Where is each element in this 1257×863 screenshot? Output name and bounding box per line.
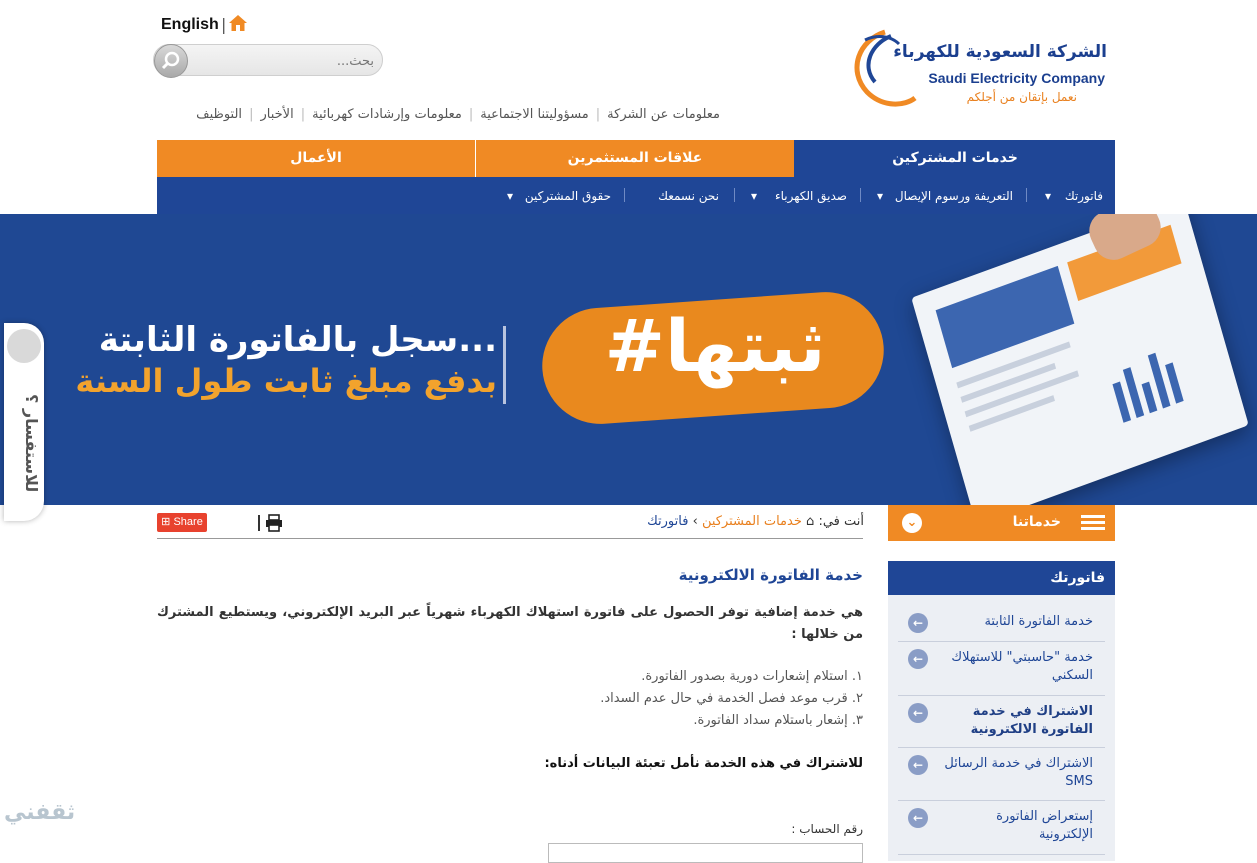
sidebar-item-label: الاشتراك في خدمة الرسائل SMS [944, 756, 1093, 789]
feedback-label: للاستفسار ؟ [22, 393, 41, 493]
sidebar-item-calculator[interactable] [898, 641, 1105, 696]
sidebar-section-title: فاتورتك [888, 561, 1115, 595]
chevron-down-icon[interactable]: ▾ [876, 189, 883, 203]
account-number-input[interactable] [548, 843, 863, 863]
arrow-left-icon: ← [908, 613, 928, 633]
list-text: قرب موعد فصل الخدمة في حال عدم السداد. [600, 691, 848, 706]
watermark-logo: ثقفني [4, 800, 76, 825]
subnav-item-your-bill[interactable]: فاتورتك [1064, 189, 1103, 203]
divider [503, 326, 506, 404]
top-link-guidance[interactable]: معلومات وإرشادات كهربائية [312, 107, 462, 122]
divider: | [221, 15, 227, 34]
print-icon[interactable] [265, 514, 283, 532]
chevron-down-icon[interactable]: ▾ [1044, 189, 1051, 203]
logo-english-name: Saudi Electricity Company [928, 70, 1105, 86]
hamburger-icon[interactable] [1081, 515, 1105, 531]
sidebar-item-label: خدمة الفاتورة الثابتة [984, 614, 1093, 629]
top-links [160, 107, 720, 122]
chevron-down-icon[interactable]: ▾ [506, 189, 513, 203]
sidebar-item-label: الاشتراك في خدمة الفاتورة الالكترونية [970, 704, 1093, 737]
divider: | [249, 107, 254, 122]
page-title: خدمة الفاتورة الالكترونية [678, 566, 863, 584]
intro-paragraph: هي خدمة إضافية توفر الحصول على فاتورة استهلاك الكهرباء شهرياً عبر البريد الإلكتروني، ويستطيع المشترك من خلالها : [157, 605, 863, 642]
subscribe-instruction: للاشتراك في هذه الخدمة نأمل تعبئة البيانات أدناه: [544, 756, 863, 771]
sidebar-item-ebill-subscribe[interactable] [898, 695, 1105, 748]
services-title: خدماتنا [1012, 514, 1061, 530]
arrow-left-icon: ← [908, 755, 928, 775]
home-icon[interactable] [228, 13, 248, 33]
list-number: ٢. [851, 691, 863, 706]
list-text: استلام إشعارات دورية بصدور الفاتورة. [641, 669, 848, 684]
hashtag-text: #ثبتها [604, 304, 826, 388]
benefits-list [420, 666, 863, 732]
search-input[interactable] [194, 50, 376, 72]
divider: | [595, 107, 601, 122]
services-menu-bar[interactable] [888, 505, 1115, 541]
divider: | [300, 107, 306, 122]
divider [1026, 188, 1027, 202]
arrow-left-icon: ← [908, 649, 928, 669]
list-text: إشعار باستلام سداد الفاتورة. [693, 713, 848, 728]
bill-illustration [911, 214, 1248, 505]
divider [258, 515, 260, 531]
sidebar-item-label: خدمة "حاسبتي" للاستهلاك السكني [951, 650, 1093, 683]
list-number: ١. [851, 669, 863, 684]
divider [157, 538, 863, 539]
plus-icon: ⊞ [161, 516, 171, 528]
chevron-left-icon: › [692, 514, 698, 529]
search-box [153, 44, 383, 76]
list-item [420, 688, 863, 710]
sidebar-item-label: إستعراض الفاتورة الإلكترونية [996, 809, 1093, 842]
top-link-careers[interactable]: التوظيف [196, 107, 243, 122]
breadcrumb-prefix: أنت في: [818, 514, 864, 529]
arrow-left-icon: ← [908, 808, 928, 828]
breadcrumb-current: فاتورتك [647, 514, 689, 529]
list-item [420, 710, 863, 732]
top-link-social[interactable]: مسؤوليتنا الاجتماعية [480, 107, 589, 122]
share-button[interactable] [157, 513, 207, 532]
sidebar-item-fixed-bill[interactable] [898, 605, 1105, 642]
language-link-english[interactable]: English [161, 16, 219, 33]
tab-investors[interactable]: علاقات المستثمرين [476, 140, 794, 177]
subnav-item-electricity-friend[interactable]: صديق الكهرباء [774, 189, 847, 203]
top-link-news[interactable]: الأخبار [260, 107, 294, 122]
divider [734, 188, 735, 202]
banner-headline: سجل بالفاتورة الثابتة... [98, 320, 497, 360]
list-number: ٣. [851, 713, 863, 728]
feedback-icon [7, 329, 41, 363]
top-link-about[interactable]: معلومات عن الشركة [607, 107, 720, 122]
logo-emblem-icon [845, 26, 925, 110]
divider: | [468, 107, 474, 122]
banner-subheadline: بدفع مبلغ ثابت طول السنة [75, 362, 497, 400]
arrow-left-icon: ← [908, 703, 928, 723]
subnav-item-tariffs[interactable]: التعريفة ورسوم الإيصال [894, 189, 1013, 203]
subnav-item-subscriber-rights[interactable]: حقوق المشتركين [524, 189, 611, 203]
divider [860, 188, 861, 202]
main-nav [157, 140, 1115, 214]
chevron-down-icon[interactable]: ⌄ [902, 513, 922, 533]
search-button[interactable] [154, 44, 188, 78]
account-number-label: رقم الحساب : [791, 822, 863, 836]
sidebar-item-sms-subscribe[interactable] [898, 747, 1105, 801]
divider [624, 188, 625, 202]
search-icon [155, 45, 187, 77]
breadcrumb-link-subscriber-services[interactable]: خدمات المشتركين [701, 514, 802, 529]
sidebar-panel [888, 561, 1115, 861]
subnav-item-we-hear-you[interactable]: نحن نسمعك [658, 189, 719, 203]
home-icon[interactable]: ⌂ [806, 514, 815, 529]
tab-subscriber-services[interactable]: خدمات المشتركين [795, 140, 1115, 177]
logo-tagline: نعمل بإتقان من أجلكم [966, 90, 1077, 104]
feedback-tab[interactable] [4, 323, 44, 521]
tab-business[interactable]: الأعمال [157, 140, 476, 177]
list-item [420, 666, 863, 688]
promo-banner[interactable] [0, 214, 1257, 505]
subnav [157, 177, 1115, 214]
share-label: Share [173, 516, 203, 528]
company-logo[interactable] [845, 26, 1107, 110]
chevron-down-icon[interactable]: ▾ [750, 189, 757, 203]
breadcrumb [540, 514, 864, 529]
logo-arabic-name: الشركة السعودية للكهرباء [893, 42, 1107, 62]
